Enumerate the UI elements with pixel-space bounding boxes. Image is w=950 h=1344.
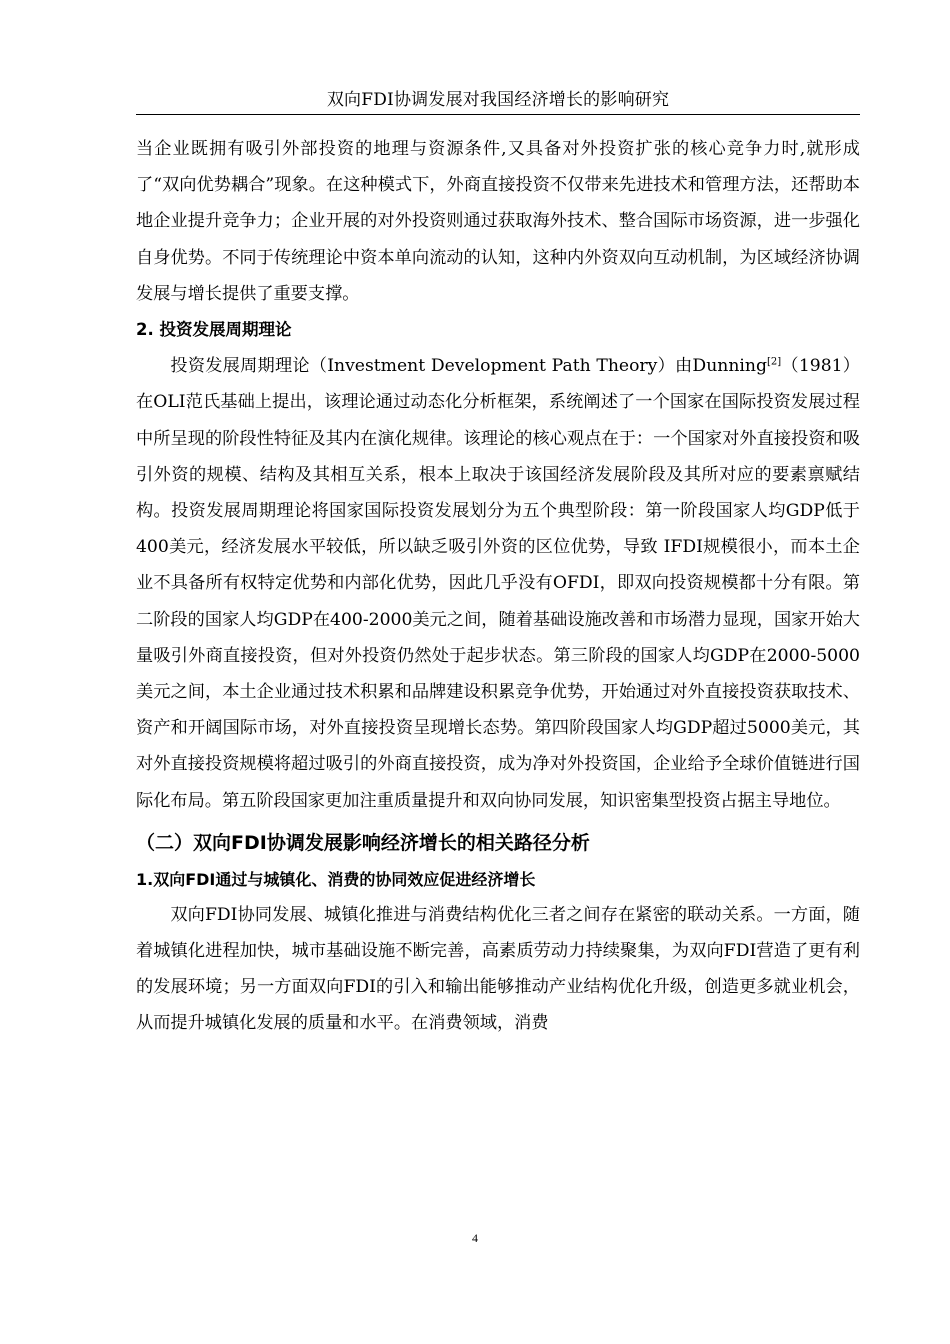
body-paragraph-2 <box>136 348 860 819</box>
page-number: 4 <box>472 1231 478 1245</box>
page-header-title: 双向FDI协调发展对我国经济增长的影响研究 <box>136 88 860 115</box>
document-body <box>136 131 860 1042</box>
subsection-heading-urbanization-consumption: 1.双向FDI通过与城镇化、消费的协同效应促进经济增长 <box>136 869 536 889</box>
citation-reference: [2] <box>767 356 782 368</box>
section-heading: （二）双向FDI协调发展影响经济增长的相关路径分析 <box>136 831 590 854</box>
subsection-heading-investment-development-path: 2. 投资发展周期理论 <box>136 320 292 340</box>
paragraph-2-prefix: 投资发展周期理论（Investment Development Path Theory）由Dunning <box>170 356 767 377</box>
paragraph-2-rest: （1981）在OLI范氏基础上提出，该理论通过动态化分析框架，系统阐述了一个国家在国际投资发展过程中所呈现的阶段性特征及其内在演化规律。该理论的核心观点在于：一个国家对外直接投资和吸引外资的规模、结构及其相互关系，根本上取决于该国经济发展阶段及其所对应的要素禀赋结构。投资发展周期理论将国家国际投资发展划分为五个典型阶段：第一阶段国家人均GDP低于400美元，经济发展水平较低，所以缺乏吸引外资的区位优势，导致 IFDI规模很小，而本土企业不具备所有权特定优势和内部化优势，因此几乎没有OFDI，即双向投资规模都十分有限。第二阶段的国家人均GDP在400-2000美元之间，随着基础设施改善和市场潜力显现，国家开始大量吸引外商直接投资，但对外投资仍然处于起步状态。第三阶段的国家人均GDP在2000-5000美元之间，本土企业通过技术积累和品牌建设积累竞争优势，开始通过对外直接投资获取技术、资产和开阔国际市场，对外直接投资呈现增长态势。第四阶段国家人均GDP超过5000美元，其对外直接投资规模将超过吸引的外商直接投资，成为净对外投资国，企业给予全球价值链进行国际化布局。第五阶段国家更加注重质量提升和双向协同发展，知识密集型投资占据主导地位。 <box>136 356 860 811</box>
body-paragraph-1: 当企业既拥有吸引外部投资的地理与资源条件,又具备对外投资扩张的核心竞争力时,就形成了“双向优势耦合”现象。在这种模式下，外商直接投资不仅带来先进技术和管理方法，还帮助本地企业提升竞争力；企业开展的对外投资则通过获取海外技术、整合国际市场资源，进一步强化自身优势。不同于传统理论中资本单向流动的认知，这种内外资双向互动机制，为区域经济协调发展与增长提供了重要支撑。 <box>136 139 860 304</box>
body-paragraph-3: 双向FDI协同发展、城镇化推进与消费结构优化三者之间存在紧密的联动关系。一方面，随着城镇化进程加快，城市基础设施不断完善，高素质劳动力持续聚集，为双向FDI营造了更有利的发展环境；另一方面双向FDI的引入和输出能够推动产业结构优化升级，创造更多就业机会，从而提升城镇化发展的质量和水平。在消费领域，消费 <box>136 904 860 1034</box>
